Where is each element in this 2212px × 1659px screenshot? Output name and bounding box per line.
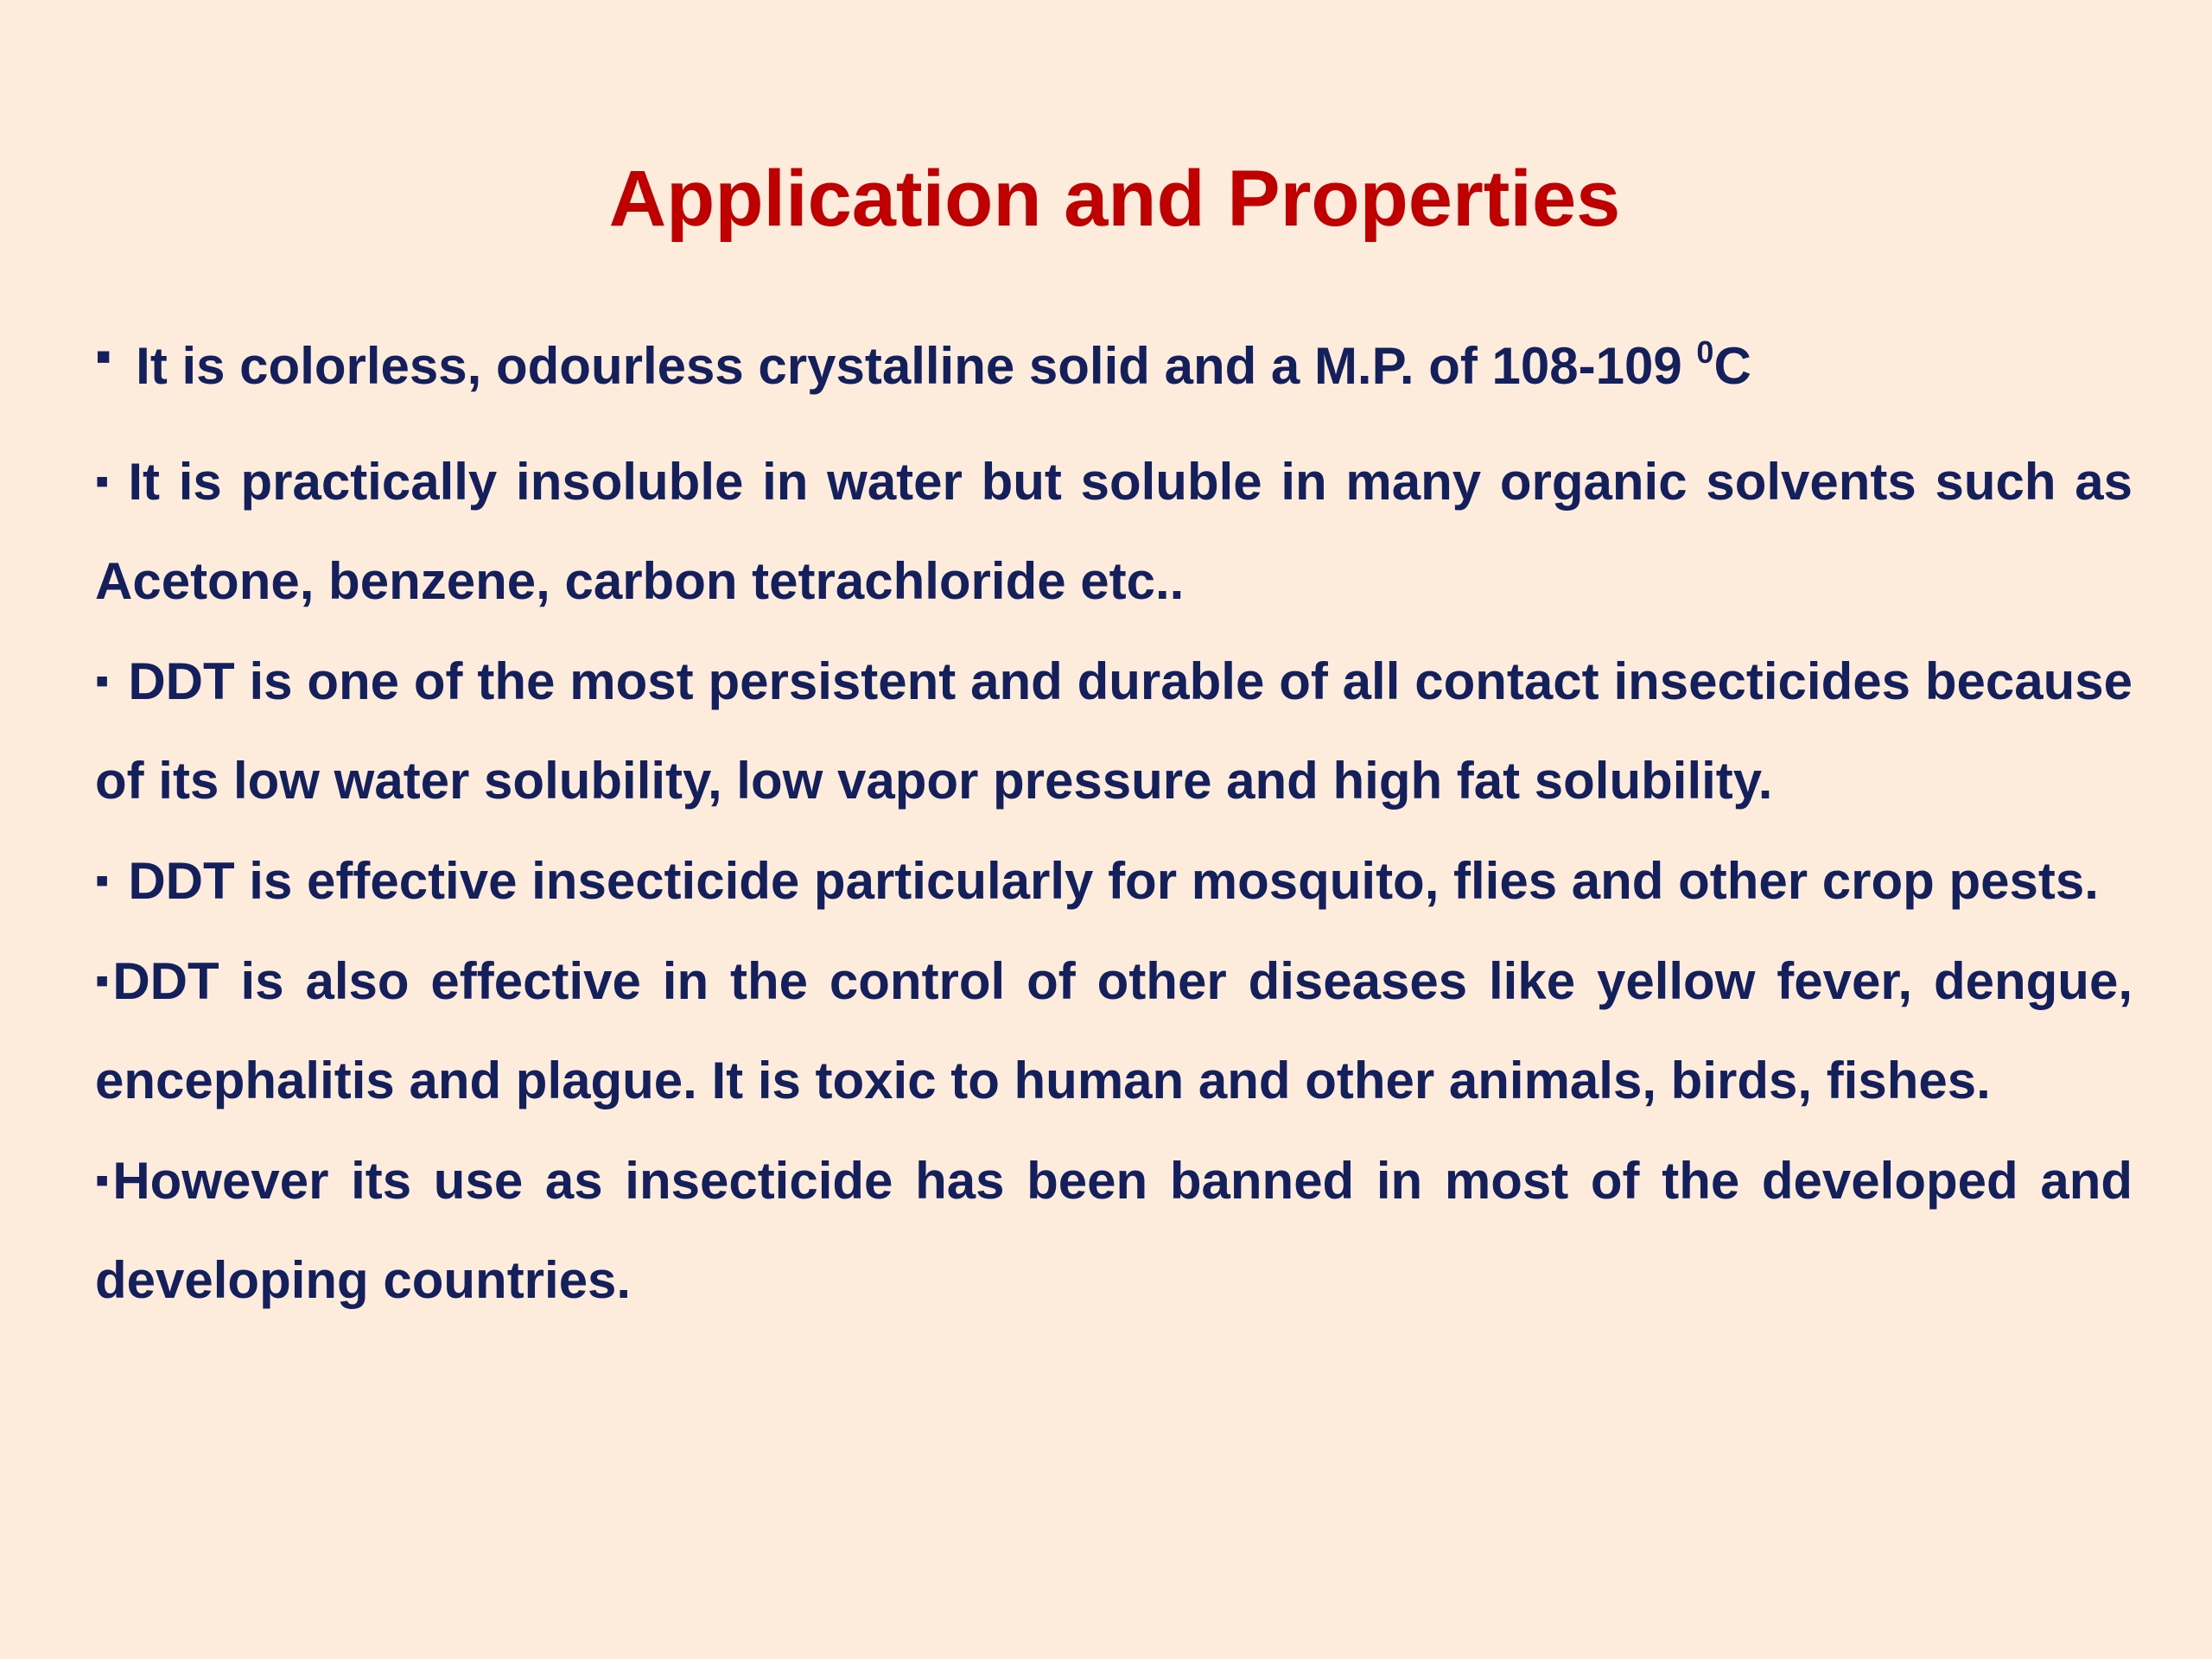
degree-superscript: 0 — [1696, 334, 1714, 370]
bullet-item-2 — [95, 431, 2133, 631]
square-bullet-icon: ▪ — [95, 1157, 110, 1202]
bullet-text-1: It is colorless, odourless crystalline solid and a M.P. of 108-109 — [136, 337, 1697, 395]
bullet-item-5 — [95, 931, 2133, 1130]
bullet-text-6: However its use as insecticide has been banned in most of the developed and developing countries. — [95, 1152, 2133, 1309]
bullet-text-5: DDT is also effective in the control of other diseases like yellow fever, dengue, encephalitis and plague. It is toxic to human and other animals, birds, fishes. — [95, 952, 2133, 1109]
bullet-text-2: It is practically insoluble in water but soluble in many organic solvents such as Acetone, benzene, carbon tetrachloride etc.. — [95, 453, 2133, 610]
square-bullet-icon: ▪ — [95, 330, 112, 382]
square-bullet-icon: ▪ — [95, 458, 110, 503]
bullet-list — [95, 313, 2133, 1330]
bullet-text-4: DDT is effective insecticide particularly for mosquito, flies and other crop pests. — [128, 852, 2099, 910]
bullet-text-3: DDT is one of the most persistent and durable of all contact insecticides because of its low water solubility, low vapor pressure and high fat solubility. — [95, 652, 2133, 810]
bullet-item-1 — [95, 313, 2133, 410]
bullet-item-4 — [95, 830, 2133, 931]
square-bullet-icon: ▪ — [95, 957, 110, 1002]
celsius-unit: C — [1713, 337, 1751, 395]
slide-title: Application and Properties — [608, 155, 1621, 243]
bullet-item-3 — [95, 631, 2133, 830]
square-bullet-icon: ▪ — [95, 857, 110, 902]
square-bullet-icon: ▪ — [95, 658, 110, 702]
bullet-item-6 — [95, 1130, 2133, 1330]
